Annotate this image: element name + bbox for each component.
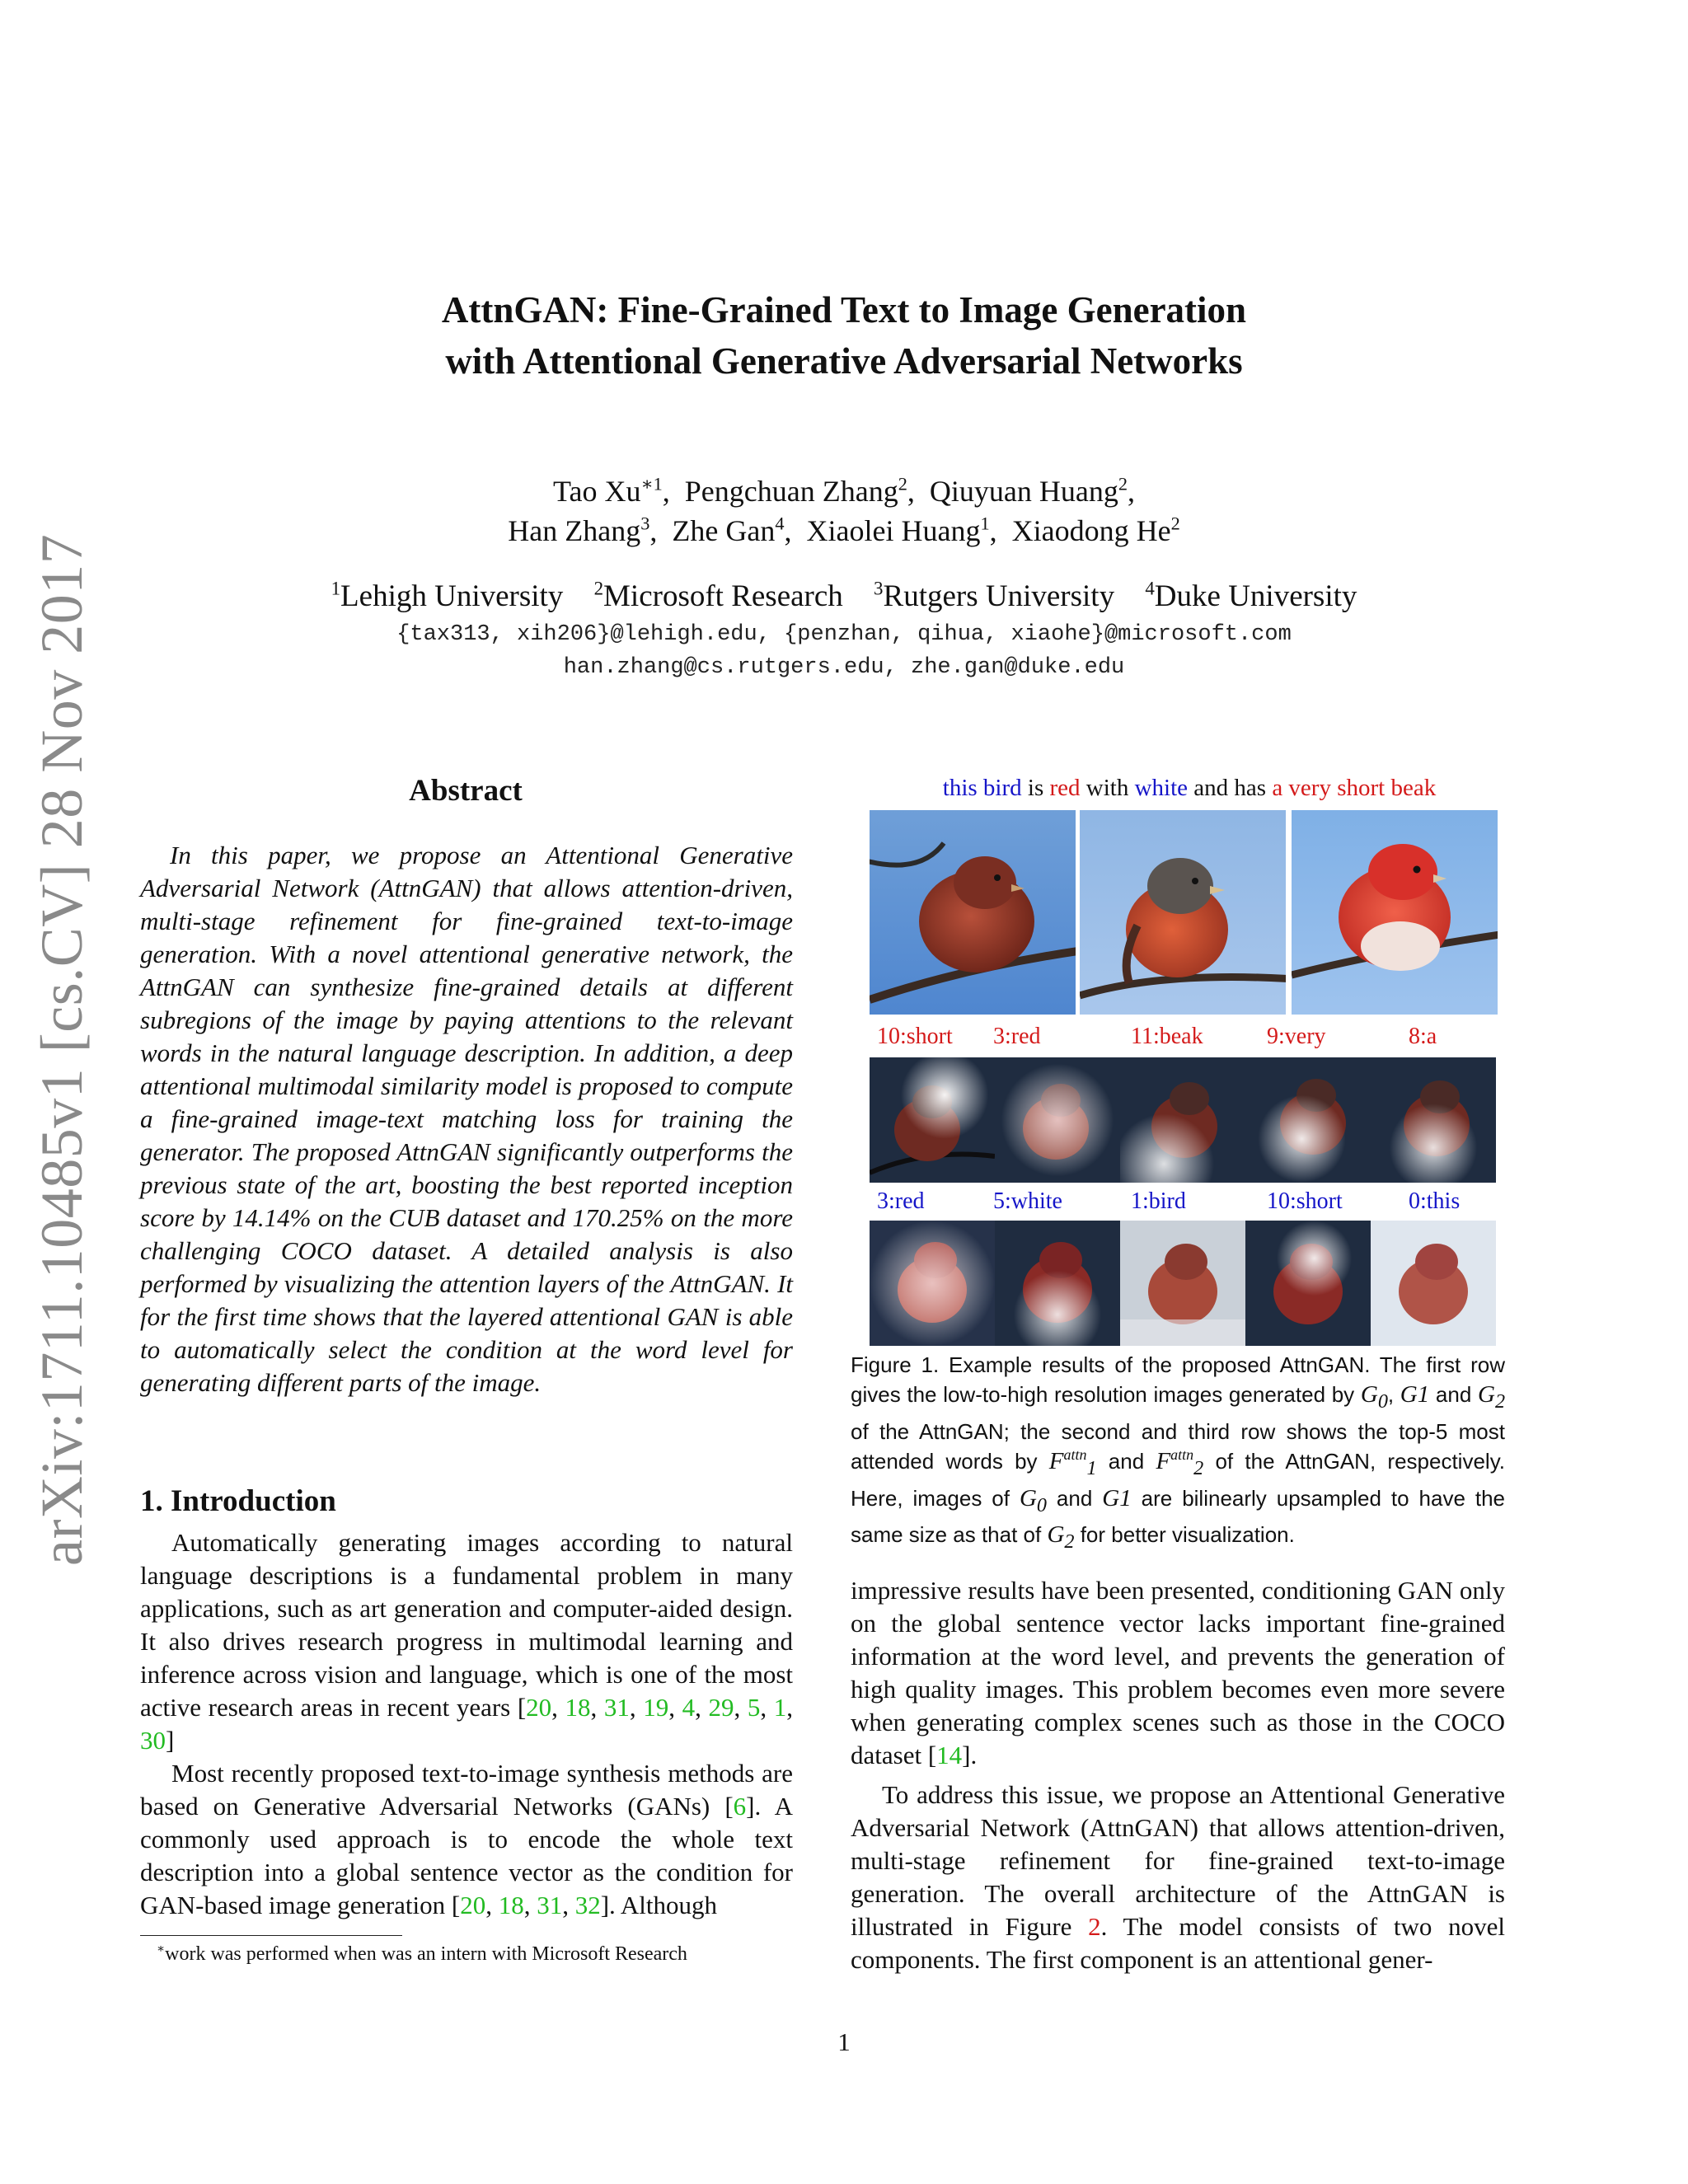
attention-image	[870, 1221, 995, 1346]
affil-sup: 2	[593, 578, 604, 599]
affil-sup: 4	[1145, 578, 1155, 599]
attention-map	[995, 1057, 1120, 1183]
sentence-segment: white	[1134, 775, 1189, 801]
citation-link[interactable]: 6	[733, 1792, 747, 1821]
sentence-segment: a very short beak	[1272, 775, 1437, 801]
math-sub: 0	[1036, 1493, 1047, 1516]
math-sup: attn	[1170, 1446, 1194, 1464]
author-sup: 2	[1118, 473, 1128, 494]
attention-image	[995, 1057, 1120, 1183]
caption-text: and	[1429, 1382, 1478, 1407]
author-sup: 4	[775, 513, 785, 534]
paragraph-text: To address this issue, we propose an Attentional Generative Adversarial Network (AttnGAN) that allows attention-driven, multi-stage refinement for fine-grained text-to-image generation. The overall architecture of the AttnGAN is illustrated in Figure	[851, 1780, 1505, 1941]
math-sub: 2	[1193, 1456, 1204, 1479]
author-name: Pengchuan Zhang	[684, 475, 898, 508]
author-sup: ∗1	[640, 473, 663, 494]
affil-sup: 3	[874, 578, 884, 599]
attention-map	[1120, 1221, 1245, 1346]
math-symbol: G	[1047, 1521, 1065, 1549]
email-line-2: han.zhang@cs.rutgers.edu, zhe.gan@duke.edu	[563, 655, 1125, 680]
attention-map	[1120, 1057, 1245, 1183]
author-name: Han Zhang	[508, 514, 641, 547]
math-f2	[1156, 1446, 1204, 1479]
title-line-1: AttnGAN: Fine-Grained Text to Image Generation	[441, 289, 1247, 330]
caption-text: of the AttnGAN, respectively. Here, images of	[851, 1448, 1505, 1511]
attention-map	[1245, 1057, 1371, 1183]
citation-link[interactable]: 32	[574, 1891, 601, 1919]
section-heading-introduction: 1. Introduction	[140, 1484, 336, 1518]
citation-link[interactable]: 14	[936, 1741, 963, 1769]
intro-paragraph-3	[851, 1574, 1505, 1772]
citation-link[interactable]: 31	[537, 1891, 563, 1919]
caption-text: for better visualization.	[1074, 1522, 1295, 1548]
affiliations	[0, 577, 1688, 616]
math-sub: 2	[1494, 1390, 1506, 1413]
attn-word-label: 1:bird	[1131, 1188, 1186, 1214]
math-symbol: G	[1019, 1484, 1037, 1511]
citation-link[interactable]: 20	[460, 1891, 486, 1919]
emails	[0, 618, 1688, 684]
intro-paragraph-2: Most recently proposed text-to-image synthesis methods are based on Generative Adversarial Networks (GANs) [6]. A commonly used approach is to encode the whole text description into a global sentence vector as the condition for GAN-based image generation [20, 18, 31, 32]. Although	[140, 1759, 794, 1919]
caption-text: and	[1046, 1485, 1103, 1511]
attn-word-label: 3:red	[877, 1188, 925, 1214]
author-sup: 1	[980, 513, 990, 534]
math-symbol: F	[1048, 1447, 1064, 1474]
paragraph-text: Most recently proposed text-to-image synthesis methods are based on Generative Adversarial Networks (GANs) [	[140, 1759, 793, 1821]
attn-word-label: 3:red	[993, 1024, 1041, 1049]
attention-map	[870, 1057, 995, 1183]
bird-image	[870, 810, 1076, 1015]
attention-image	[1120, 1221, 1245, 1346]
caption-text: ,	[1387, 1382, 1400, 1407]
footnote-mark: ∗	[157, 1943, 166, 1957]
page-number: 1	[837, 2027, 851, 2056]
attn-word-label: 5:white	[993, 1188, 1062, 1214]
affiliation: Duke University	[1154, 579, 1357, 613]
attention-image	[870, 1057, 995, 1183]
math-symbol: F	[1156, 1447, 1171, 1474]
attention-image	[1371, 1221, 1496, 1346]
math-g0	[1019, 1484, 1047, 1516]
bird-image	[1080, 810, 1286, 1015]
author-sup: 2	[1170, 513, 1180, 534]
figure-reference-link[interactable]: 2	[1088, 1912, 1101, 1941]
math-g1: G1	[1102, 1484, 1132, 1511]
attn-word-label: 0:this	[1409, 1188, 1461, 1214]
figure-sentence	[867, 775, 1512, 802]
author-name: Xiaodong He	[1011, 514, 1171, 547]
generated-image-g2	[1292, 810, 1498, 1015]
paragraph-text: ].	[962, 1741, 978, 1769]
paper-title	[0, 284, 1688, 387]
bird-image	[1292, 810, 1498, 1015]
paragraph-text: ]	[166, 1726, 175, 1755]
attention-image	[995, 1221, 1120, 1346]
math-symbol: G	[1477, 1381, 1495, 1408]
arxiv-stamp: arXiv:1711.10485v1 [cs.CV] 28 Nov 2017	[29, 533, 95, 1566]
citation-link[interactable]: 19	[643, 1693, 669, 1722]
attention-image	[1245, 1221, 1371, 1346]
affiliation: Rutgers University	[883, 579, 1115, 613]
paragraph-text: Automatically generating images according to natural language descriptions is a fundamental problem in many applications, such as art generation and computer-aided design. It also drives research progress in multimodal learning and inference across vision and language, which is one of the most active research areas in recent years [	[140, 1528, 793, 1722]
math-sub: 2	[1064, 1530, 1075, 1554]
attention-image	[1245, 1057, 1371, 1183]
author-list	[0, 471, 1688, 551]
author-sup: 3	[640, 513, 650, 534]
sentence-segment: red	[1049, 775, 1081, 801]
math-sub: 1	[1086, 1456, 1097, 1479]
author-name: Zhe Gan	[672, 514, 776, 547]
math-g2	[1477, 1381, 1506, 1413]
author-name: Tao Xu	[553, 475, 641, 508]
math-symbol: G	[1360, 1381, 1378, 1408]
attention-map	[1371, 1221, 1496, 1346]
attn-word-label: 10:short	[1267, 1188, 1343, 1214]
affil-sup: 1	[331, 578, 341, 599]
email-line-1: {tax313, xih206}@lehigh.edu, {penzhan, qihua, xiaohe}@microsoft.com	[396, 622, 1292, 647]
attn-word-label: 10:short	[877, 1024, 953, 1049]
affiliation: Lehigh University	[340, 579, 564, 613]
math-sub: 0	[1377, 1390, 1388, 1413]
citation-link[interactable]: 4	[682, 1693, 696, 1722]
footnote	[157, 1942, 687, 1966]
author-name: Xiaolei Huang	[806, 514, 981, 547]
math-f1	[1048, 1446, 1097, 1479]
citation-link[interactable]: 29	[708, 1693, 734, 1722]
paragraph-text: ]. A commonly used approach is to encode the whole text description into a global sentence vector as the condition for GAN-based image generation [	[140, 1792, 794, 1919]
sentence-segment: this bird	[942, 775, 1022, 801]
attn-word-label: 9:very	[1267, 1024, 1326, 1049]
footnote-text: work was performed when was an intern with Microsoft Research	[165, 1943, 687, 1965]
math-g2	[1047, 1521, 1075, 1554]
attn-word-label: 8:a	[1409, 1024, 1437, 1049]
caption-text: Figure 1. Example results of the proposed AttnGAN. The first row gives the low-to-high resolution images generated by	[851, 1352, 1505, 1407]
citation-link[interactable]: 18	[565, 1693, 591, 1722]
attention-image	[1371, 1057, 1496, 1183]
caption-text: of the AttnGAN; the second and third row shows the top-5 most attended words by	[851, 1418, 1505, 1474]
citation-link[interactable]: 31	[603, 1693, 630, 1722]
authors-line-1: Tao $Xu^{∗1}$, Pengchuan Zhang$^2$, Qiuyuan Huang$^2$,	[553, 473, 1135, 508]
attention-map	[995, 1221, 1120, 1346]
citation-link[interactable]: 30	[140, 1726, 166, 1755]
generated-image-g0	[870, 810, 1076, 1015]
authors-line-2: Han Zhang$^3$, Zhe Gan$^4$, Xiaolei Huang$^1$, Xiaodong He$^2$	[508, 513, 1180, 547]
attention-map	[1371, 1057, 1496, 1183]
affiliation: Microsoft Research	[603, 579, 843, 613]
abstract-heading: Abstract	[409, 774, 523, 808]
generated-image-g1	[1080, 810, 1286, 1015]
paragraph-text: . The model consists of two novel components. The first component is an attentional gener-	[851, 1912, 1505, 1974]
intro-paragraph-1: Automatically generating images according to natural language descriptions is a fundamental problem in many applications, such as art generation and computer-aided design. It also drives research progress in multimodal learning and inference across vision and language, which is one of the most active research areas in recent years [20, 18, 31, 19, 4, 29, 5, 1, 30]	[140, 1528, 794, 1755]
caption-text: and	[1096, 1448, 1156, 1474]
sentence-segment: with	[1080, 775, 1135, 801]
citation-link[interactable]: 18	[498, 1891, 524, 1919]
attn-word-label: 11:beak	[1131, 1024, 1203, 1049]
intro-paragraph-4	[851, 1779, 1505, 1976]
attention-map	[870, 1221, 995, 1346]
abstract-body: In this paper, we propose an Attentional Generative Adversarial Network (AttnGAN) that allows attention-driven, multi-stage refinement for fine-grained text-to-image generation. With a novel attentional generative network, the AttnGAN can synthesize fine-grained details at different subregions of the image by paying attentions to the relevant words in the natural language description. In addition, a deep attentional multimodal similarity model is proposed to compute a fine-grained image-text matching loss for training the generator. The proposed AttnGAN significantly outperforms the previous state of the art, boosting the best reported inception score by 14.14% on the CUB dataset and 170.25% on the more challenging COCO dataset. A detailed analysis is also performed by visualizing the attention layers of the AttnGAN. It for the first time shows that the layered attentional GAN is able to automatically select the condition at the word level for generating different parts of the image.	[140, 841, 793, 1397]
paragraph-text: impressive results have been presented, conditioning GAN only on the global sentence vector lacks important fine-grained information at the word level, and prevents the generation of high quality images. This problem becomes even more severe when generating complex scenes such as those in the COCO dataset [	[851, 1576, 1505, 1769]
sentence-segment: and has	[1188, 775, 1273, 801]
citation-link[interactable]: 1	[773, 1693, 787, 1722]
author-name: Qiuyuan Huang	[929, 475, 1118, 508]
author-sup: 2	[898, 473, 907, 494]
intro-right-column	[851, 1574, 1505, 1976]
caption-text: are bilinearly upsampled to have the same size as that of	[851, 1485, 1506, 1548]
math-g0	[1360, 1381, 1388, 1413]
math-g1: G1	[1400, 1381, 1430, 1408]
attention-map	[1245, 1221, 1371, 1346]
citation-link[interactable]: 5	[747, 1693, 761, 1722]
sentence-segment: is	[1021, 775, 1050, 801]
title-line-2: with Attentional Generative Adversarial Networks	[445, 340, 1243, 382]
paragraph-text: ]. Although	[600, 1891, 717, 1919]
citation-link[interactable]: 20	[526, 1693, 552, 1722]
figure-caption	[851, 1350, 1505, 1557]
math-sup: attn	[1063, 1446, 1087, 1464]
footnote-rule	[140, 1935, 402, 1936]
intro-left-column	[140, 1526, 793, 1922]
attention-image	[1120, 1057, 1245, 1183]
